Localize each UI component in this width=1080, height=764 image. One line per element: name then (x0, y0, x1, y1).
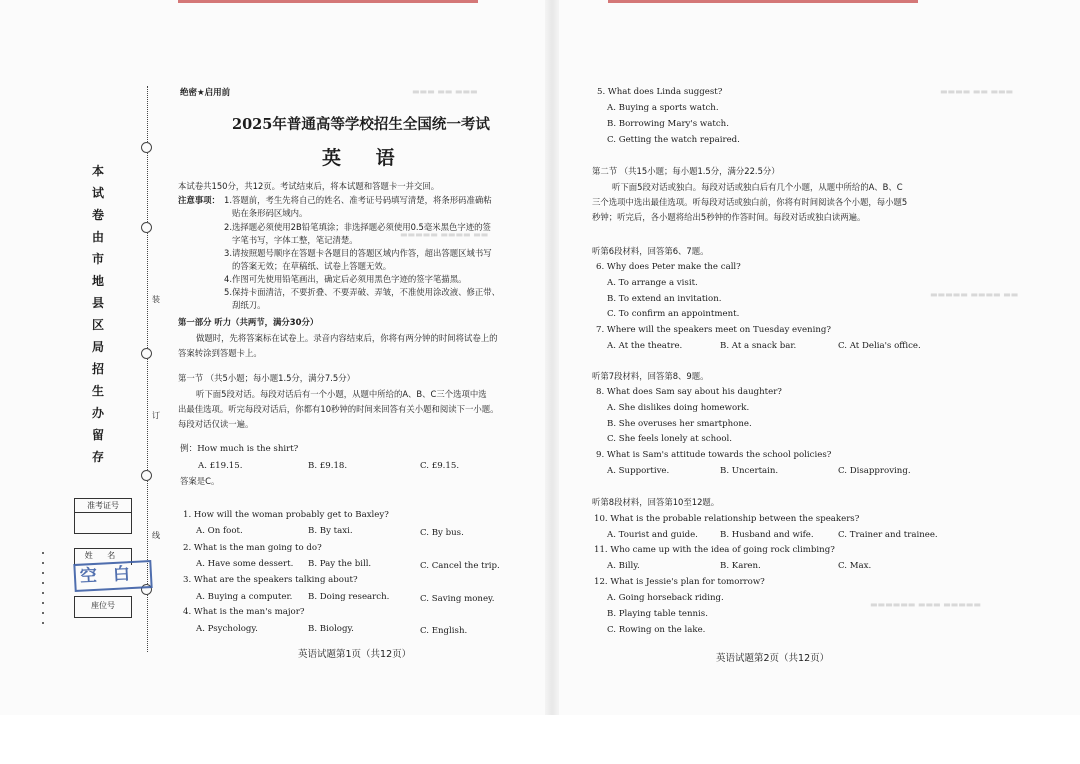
exam-title: 2025年普通高等学校招生全国统一考试 (232, 116, 490, 133)
section2-heading: 第二节 （共15小题；每小题1.5分，满分22.5分） (592, 166, 780, 176)
option-b: B. Playing table tennis. (607, 609, 708, 619)
option-a: A. Going horseback riding. (607, 593, 724, 603)
option-c: C. Getting the watch repaired. (607, 135, 740, 145)
page-edge-mark (178, 0, 478, 3)
side-vertical-char: 局 (92, 340, 105, 354)
exam-number-label: 准考证号 (75, 499, 131, 513)
option-a: A. Tourist and guide. (607, 530, 698, 540)
section2-text: 三个选项中选出最佳选项。听每段对话或独白前，你将有时间阅读各个小题，每小题5 (592, 197, 908, 207)
question-4: 4. What is the man's major? (183, 607, 305, 617)
option-c: C. To confirm an appointment. (607, 309, 740, 319)
material-7-heading: 听第7段材料，回答第8、9题。 (592, 371, 709, 381)
blank-stamp: 空白 (73, 560, 152, 592)
subject-title: 英 语 (322, 147, 409, 169)
option-b: B. Pay the bill. (308, 559, 372, 569)
notes-label: 注意事项： (178, 195, 220, 205)
option-a: A. To arrange a visit. (607, 278, 698, 288)
side-vertical-char: 市 (92, 252, 105, 266)
edge-dash (42, 552, 44, 554)
option-b: B. Husband and wife. (720, 530, 814, 540)
example-option-a: A. £19.15. (198, 461, 243, 471)
option-b: B. Borrowing Mary's watch. (607, 119, 729, 129)
option-c: C. Trainer and trainee. (838, 530, 938, 540)
option-b: B. Karen. (720, 561, 761, 571)
note-line: 字笔书写，字体工整，笔记清楚。 (232, 235, 358, 245)
question-8: 8. What does Sam say about his daughter? (596, 387, 782, 397)
side-vertical-char: 地 (92, 274, 105, 288)
option-c: C. Saving money. (420, 594, 495, 604)
side-vertical-char: 招 (92, 362, 105, 376)
bleed-through-text: ▬▬▬▬▬▬ ▬▬▬ ▬▬▬▬▬ (870, 600, 981, 609)
question-3: 3. What are the speakers talking about? (183, 575, 358, 585)
exam-number-box (74, 498, 132, 534)
option-b: B. Uncertain. (720, 466, 779, 476)
section1-text: 听下面5段对话。每段对话后有一个小题，从题中所给的A、B、C三个选项中选 (196, 389, 487, 399)
section1-heading: 第一节 （共5小题；每小题1.5分，满分7.5分） (178, 373, 356, 383)
option-c: C. Max. (838, 561, 872, 571)
option-a: A. Billy. (607, 561, 640, 571)
note-line: 的答案无效；在草稿纸、试卷上答题无效。 (232, 261, 392, 271)
option-b: B. Biology. (308, 624, 354, 634)
page-edge-mark (608, 0, 918, 3)
question-9: 9. What is Sam's attitude towards the school policies? (596, 450, 832, 460)
seat-number-label: 座位号 (91, 601, 115, 610)
option-c: C. Cancel the trip. (420, 561, 500, 571)
binding-circle (141, 348, 152, 359)
question-2: 2. What is the man going to do? (183, 543, 322, 553)
option-b: B. Doing research. (308, 592, 390, 602)
option-c: C. By bus. (420, 528, 464, 538)
binding-word-ding: 订 (152, 411, 160, 420)
part1-text: 答案转涂到答题卡上。 (178, 348, 262, 358)
option-b: B. At a snack bar. (720, 341, 797, 351)
edge-dash (42, 622, 44, 624)
note-line: 4.作图可先使用铅笔画出，确定后必须用黑色字迹的签字笔描黑。 (224, 274, 467, 284)
question-11: 11. Who came up with the idea of going rock climbing? (594, 545, 835, 555)
side-vertical-char: 本 (92, 164, 105, 178)
option-a: A. On foot. (196, 526, 243, 536)
option-b: B. She overuses her smartphone. (607, 419, 752, 429)
bleed-through-text: ▬▬▬ ▬▬ ▬▬▬ (412, 87, 478, 96)
option-a: A. At the theatre. (607, 341, 683, 351)
side-vertical-char: 卷 (92, 208, 105, 222)
section2-text: 听下面5段对话或独白。每段对话或独白后有几个小题，从题中所给的A、B、C (612, 182, 903, 192)
option-c: C. English. (420, 626, 468, 636)
bleed-through-text: ▬▬▬▬▬ ▬▬▬▬ ▬▬ (930, 290, 1019, 299)
edge-dash (42, 612, 44, 614)
edge-dash (42, 582, 44, 584)
option-c: C. Disapproving. (838, 466, 911, 476)
intro-text: 本试卷共150分，共12页。考试结束后，将本试题和答题卡一并交回。 (178, 181, 440, 191)
edge-dash (42, 592, 44, 594)
side-vertical-char: 由 (92, 230, 105, 244)
example-question: 例：How much is the shirt? (180, 444, 299, 454)
question-1: 1. How will the woman probably get to Baxley? (183, 510, 389, 520)
option-b: B. To extend an invitation. (607, 294, 722, 304)
question-6: 6. Why does Peter make the call? (596, 262, 741, 272)
question-12: 12. What is Jessie's plan for tomorrow? (594, 577, 765, 587)
side-vertical-char: 存 (92, 450, 105, 464)
bleed-through-text: ▬▬▬▬ ▬▬ ▬▬▬ (940, 87, 1014, 96)
binding-word-zhuang: 装 (152, 295, 160, 304)
question-10: 10. What is the probable relationship between the speakers? (594, 514, 860, 524)
note-line: 3.请按照题号顺序在答题卡各题目的答题区域内作答，超出答题区域书写 (224, 248, 492, 258)
option-a: A. Buying a sports watch. (607, 103, 719, 113)
question-7: 7. Where will the speakers meet on Tuesday evening? (596, 325, 831, 335)
option-a: A. Psychology. (196, 624, 258, 634)
option-b: B. By taxi. (308, 526, 353, 536)
side-vertical-char: 区 (92, 318, 105, 332)
side-vertical-char: 办 (92, 406, 105, 420)
binding-circle (141, 142, 152, 153)
note-line: 贴在条形码区域内。 (232, 208, 308, 218)
part1-text: 做题时，先将答案标在试卷上。录音内容结束后，你将有两分钟的时间将试卷上的 (196, 333, 498, 343)
edge-dash (42, 562, 44, 564)
option-c: C. At Delia's office. (838, 341, 921, 351)
binding-circle (141, 470, 152, 481)
option-a: A. Buying a computer. (196, 592, 293, 602)
side-vertical-char: 县 (92, 296, 105, 310)
option-c: C. Rowing on the lake. (607, 625, 706, 635)
binding-word-xian: 线 (152, 531, 160, 540)
binding-circle (141, 222, 152, 233)
page-footer-left: 英语试题第1页（共12页） (298, 649, 412, 660)
section2-text: 秒钟；听完后，各小题将给出5秒钟的作答时间。每段对话或独白读两遍。 (592, 212, 866, 222)
example-option-c: C. £9.15. (420, 461, 460, 471)
section1-text: 出最佳选项。听完每段对话后，你都有10秒钟的时间来回答有关小题和阅读下一小题。 (178, 404, 499, 414)
part1-heading: 第一部分 听力（共两节，满分30分） (178, 317, 319, 327)
seat-number-box (74, 596, 132, 618)
note-line: 1.答题前，考生先将自己的姓名、准考证号码填写清楚，将条形码准确粘 (224, 195, 492, 205)
example-option-b: B. £9.18. (308, 461, 348, 471)
side-vertical-char: 留 (92, 428, 105, 442)
confidential-mark: 绝密★启用前 (180, 88, 231, 98)
center-fold (545, 0, 559, 715)
option-a: A. She dislikes doing homework. (607, 403, 750, 413)
name-label: 姓 名 (84, 551, 122, 560)
material-6-heading: 听第6段材料，回答第6、7题。 (592, 246, 709, 256)
note-line: 5.保持卡面清洁，不要折叠、不要弄破、弄皱，不准使用涂改液、修正带、 (224, 287, 500, 297)
option-a: A. Have some dessert. (196, 559, 294, 569)
material-8-heading: 听第8段材料，回答第10至12题。 (592, 497, 720, 507)
bleed-through-text: ▬▬▬▬▬ ▬▬▬▬ ▬▬ (400, 230, 489, 239)
page-footer-right: 英语试题第2页（共12页） (716, 653, 830, 664)
side-vertical-char: 试 (92, 186, 105, 200)
side-vertical-char: 生 (92, 384, 105, 398)
question-5: 5. What does Linda suggest? (597, 87, 723, 97)
option-c: C. She feels lonely at school. (607, 434, 732, 444)
option-a: A. Supportive. (607, 466, 670, 476)
note-line: 2.选择题必须使用2B铅笔填涂；非选择题必须使用0.5毫米黑色字迹的签 (224, 222, 491, 232)
edge-dash (42, 572, 44, 574)
example-answer: 答案是C。 (180, 476, 220, 486)
section1-text: 每段对话仅读一遍。 (178, 419, 254, 429)
edge-dash (42, 602, 44, 604)
note-line: 刮纸刀。 (232, 300, 266, 310)
